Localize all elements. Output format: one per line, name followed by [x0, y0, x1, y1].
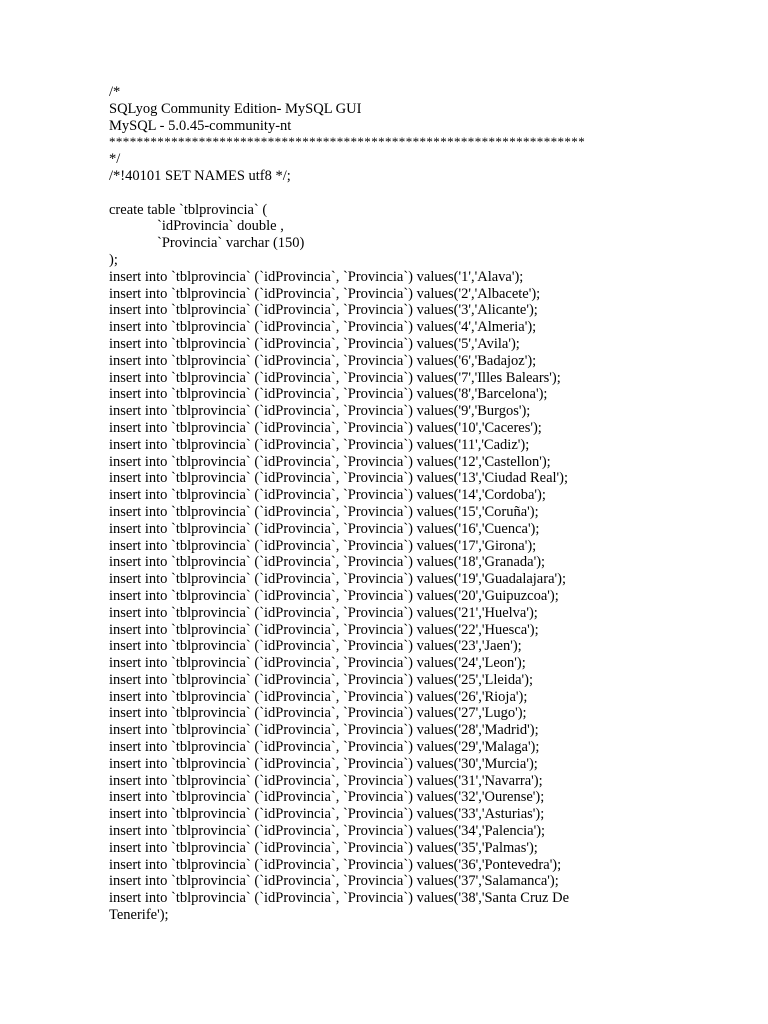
insert-statement-line: insert into `tblprovincia` (`idProvincia`, `Provincia`) values('31','Navarra');: [109, 772, 543, 789]
server-version: MySQL - 5.0.45-community-nt: [109, 117, 292, 134]
insert-statement-line: insert into `tblprovincia` (`idProvincia`, `Provincia`) values('2','Albacete');: [109, 285, 541, 302]
insert-statement-line: insert into `tblprovincia` (`idProvincia`, `Provincia`) values('38','Santa Cruz De: [109, 890, 570, 907]
insert-statement-line: insert into `tblprovincia` (`idProvincia`, `Provincia`) values('28','Madrid');: [109, 722, 539, 739]
insert-statement-line: insert into `tblprovincia` (`idProvincia`, `Provincia`) values('13','Ciudad Real');: [109, 470, 569, 487]
insert-statement-line: insert into `tblprovincia` (`idProvincia`, `Provincia`) values('8','Barcelona');: [109, 386, 548, 403]
insert-statement-line: insert into `tblprovincia` (`idProvincia`, `Provincia`) values('24','Leon');: [109, 655, 526, 672]
insert-statement-line: insert into `tblprovincia` (`idProvincia`, `Provincia`) values('4','Almeria');: [109, 319, 537, 336]
insert-statement-line: insert into `tblprovincia` (`idProvincia`, `Provincia`) values('11','Cadiz');: [109, 436, 530, 453]
insert-statement-line: insert into `tblprovincia` (`idProvincia`, `Provincia`) values('35','Palmas');: [109, 839, 538, 856]
column-definition: `Provincia` varchar (150): [157, 235, 305, 252]
comment-close: */: [109, 151, 121, 168]
insert-statement-line: insert into `tblprovincia` (`idProvincia`, `Provincia`) values('36','Pontevedra');: [109, 856, 562, 873]
insert-statement-line: insert into `tblprovincia` (`idProvincia`, `Provincia`) values('1','Alava');: [109, 268, 524, 285]
tool-name: SQLyog Community Edition- MySQL GUI: [109, 100, 362, 117]
insert-statement-line: insert into `tblprovincia` (`idProvincia`, `Provincia`) values('32','Ourense');: [109, 789, 545, 806]
insert-statement-line: insert into `tblprovincia` (`idProvincia`, `Provincia`) values('37','Salamanca');: [109, 873, 559, 890]
insert-statement-line: insert into `tblprovincia` (`idProvincia`, `Provincia`) values('22','Huesca');: [109, 621, 539, 638]
insert-statement-line: insert into `tblprovincia` (`idProvincia`, `Provincia`) values('3','Alicante');: [109, 302, 538, 319]
insert-statement-line: insert into `tblprovincia` (`idProvincia`, `Provincia`) values('16','Cuenca');: [109, 520, 540, 537]
insert-statement-line: insert into `tblprovincia` (`idProvincia`, `Provincia`) values('17','Girona');: [109, 537, 537, 554]
insert-statement-line: insert into `tblprovincia` (`idProvincia`, `Provincia`) values('26','Rioja');: [109, 688, 528, 705]
insert-statement-line: insert into `tblprovincia` (`idProvincia`, `Provincia`) values('30','Murcia');: [109, 755, 538, 772]
insert-statement-line: insert into `tblprovincia` (`idProvincia`, `Provincia`) values('5','Avila');: [109, 335, 520, 352]
insert-statement-line: insert into `tblprovincia` (`idProvincia`, `Provincia`) values('10','Caceres');: [109, 419, 542, 436]
insert-statement-line: insert into `tblprovincia` (`idProvincia`, `Provincia`) values('12','Castellon');: [109, 453, 551, 470]
sql-dump-document: [109, 84, 669, 924]
insert-statement-line: insert into `tblprovincia` (`idProvincia`, `Provincia`) values('23','Jaen');: [109, 638, 522, 655]
insert-statement-line: insert into `tblprovincia` (`idProvincia`, `Provincia`) values('21','Huelva');: [109, 604, 538, 621]
insert-statement-line: insert into `tblprovincia` (`idProvincia`, `Provincia`) values('14','Cordoba');: [109, 487, 546, 504]
blank-line: [109, 185, 669, 202]
insert-statements: [109, 269, 669, 924]
insert-statement-line: insert into `tblprovincia` (`idProvincia`, `Provincia`) values('6','Badajoz');: [109, 352, 537, 369]
insert-statement-line: insert into `tblprovincia` (`idProvincia`, `Provincia`) values('27','Lugo');: [109, 705, 527, 722]
insert-statement-line: insert into `tblprovincia` (`idProvincia`, `Provincia`) values('18','Granada');: [109, 554, 546, 571]
insert-statement-line: insert into `tblprovincia` (`idProvincia`, `Provincia`) values('9','Burgos');: [109, 403, 531, 420]
insert-statement-line: insert into `tblprovincia` (`idProvincia`, `Provincia`) values('25','Lleida');: [109, 671, 533, 688]
insert-statement-line: insert into `tblprovincia` (`idProvincia`, `Provincia`) values('15','Coruña');: [109, 503, 539, 520]
insert-statement-line: insert into `tblprovincia` (`idProvincia`, `Provincia`) values('19','Guadalajara');: [109, 571, 566, 588]
comment-open: /*: [109, 84, 121, 100]
insert-statement-line: insert into `tblprovincia` (`idProvincia`, `Provincia`) values('33','Asturias');: [109, 806, 545, 823]
create-table-statement: create table `tblprovincia` (: [109, 201, 268, 218]
insert-statement-line: insert into `tblprovincia` (`idProvincia`, `Provincia`) values('20','Guipuzcoa');: [109, 587, 559, 604]
separator-stars: *********************************************************************: [109, 134, 586, 150]
column-definition: `idProvincia` double ,: [157, 218, 284, 235]
create-table-close: );: [109, 251, 118, 268]
insert-statement-line: insert into `tblprovincia` (`idProvincia`, `Provincia`) values('29','Malaga');: [109, 739, 540, 756]
insert-statement-line: Tenerife');: [109, 907, 169, 924]
set-names-statement: /*!40101 SET NAMES utf8 */;: [109, 167, 291, 184]
insert-statement-line: insert into `tblprovincia` (`idProvincia`, `Provincia`) values('34','Palencia');: [109, 823, 546, 840]
insert-statement-line: insert into `tblprovincia` (`idProvincia`, `Provincia`) values('7','Illes Balears');: [109, 369, 561, 386]
